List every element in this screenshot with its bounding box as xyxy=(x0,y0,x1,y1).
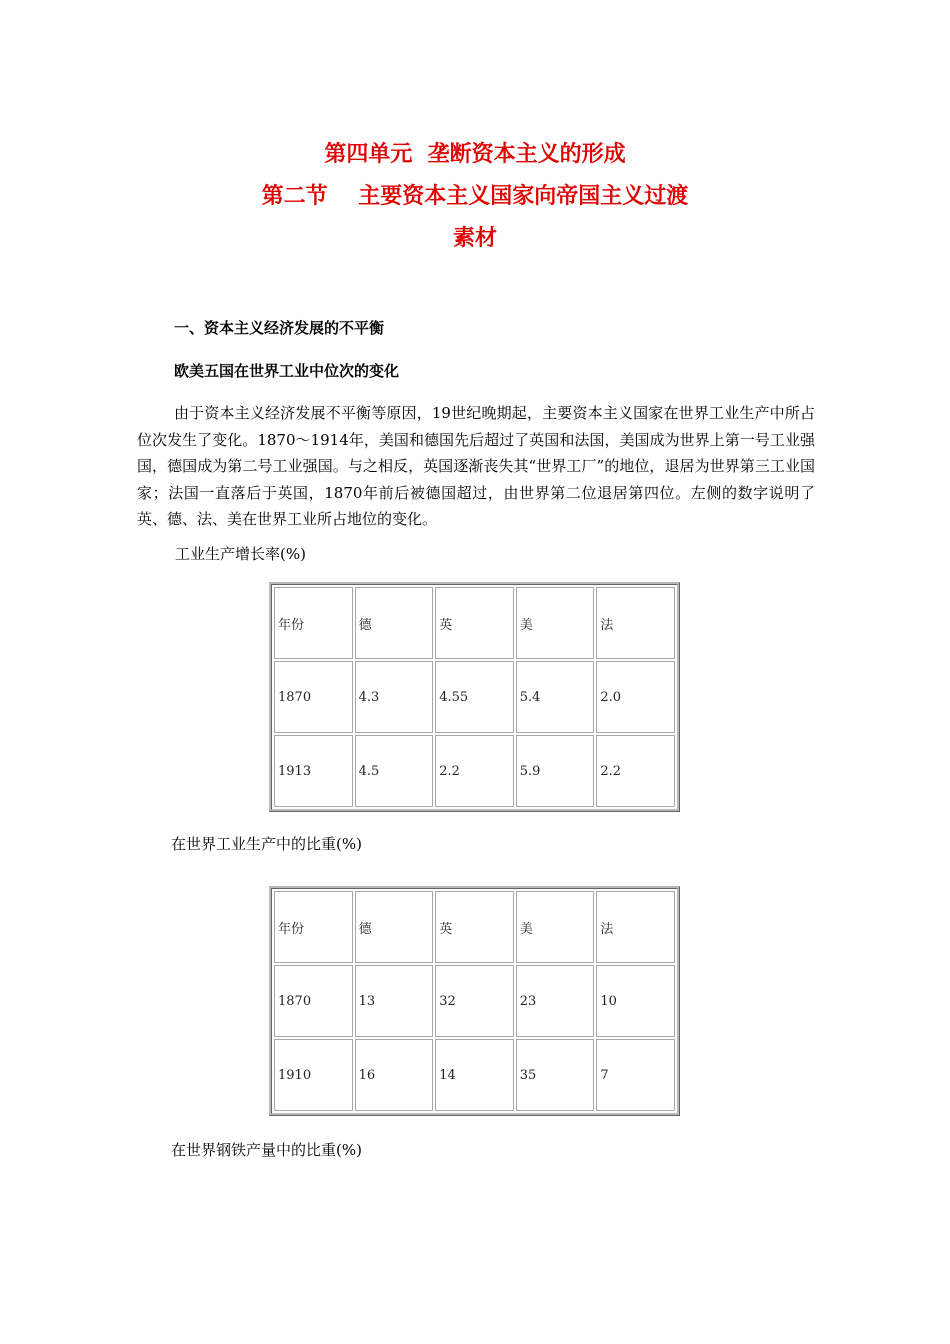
table-header-row xyxy=(274,891,675,963)
growth-rate-table xyxy=(269,582,680,812)
table-cell: 5.9 xyxy=(516,735,595,807)
body-paragraph: 由于资本主义经济发展不平衡等原因，19世纪晚期起，主要资本主义国家在世界工业生产中所占位次发生了变化。1870～1914年，美国和德国先后超过了英国和法国，美国成为世界上第一号工业强国，德国成为第二号工业强国。与之相反，英国逐渐丧失其“世界工厂”的地位，退居为世界第三工业国家；法国一直落后于英国，1870年前后被德国超过，由世界第二位退居第四位。左侧的数字说明了英、德、法、美在世界工业所占地位的变化。 xyxy=(137,404,815,528)
table-cell: 16 xyxy=(355,1039,434,1111)
table-cell: 4.55 xyxy=(435,661,514,733)
table2-caption: 在世界工业生产中的比重(%) xyxy=(171,835,362,853)
table-cell: 1913 xyxy=(274,735,353,807)
table-cell: 2.2 xyxy=(435,735,514,807)
table-header-cell: 美 xyxy=(516,891,595,963)
industrial-share-table xyxy=(269,886,680,1116)
table-header-cell: 年份 xyxy=(274,587,353,659)
table-cell: 23 xyxy=(516,965,595,1037)
table-cell: 7 xyxy=(596,1039,675,1111)
table-row xyxy=(274,1039,675,1111)
table3-caption: 在世界钢铁产量中的比重(%) xyxy=(171,1141,362,1159)
table-cell: 10 xyxy=(596,965,675,1037)
table-header-row xyxy=(274,587,675,659)
table-header-cell: 英 xyxy=(435,891,514,963)
table-cell: 32 xyxy=(435,965,514,1037)
table-cell: 1870 xyxy=(274,965,353,1037)
table-cell: 14 xyxy=(435,1039,514,1111)
table-row xyxy=(274,735,675,807)
table-row xyxy=(274,661,675,733)
table-row xyxy=(274,965,675,1037)
subsection-heading: 欧美五国在世界工业中位次的变化 xyxy=(174,362,400,380)
document-title-unit: 第四单元 垄断资本主义的形成 xyxy=(324,142,626,167)
table-cell: 2.2 xyxy=(596,735,675,807)
section-heading: 一、资本主义经济发展的不平衡 xyxy=(174,319,385,337)
table-cell: 13 xyxy=(355,965,434,1037)
table-header-cell: 英 xyxy=(435,587,514,659)
table-cell: 4.3 xyxy=(355,661,434,733)
table-cell: 1910 xyxy=(274,1039,353,1111)
document-title-material: 素材 xyxy=(452,226,497,251)
table-cell: 4.5 xyxy=(355,735,434,807)
table-cell: 2.0 xyxy=(596,661,675,733)
table-header-cell: 年份 xyxy=(274,891,353,963)
document-title-section: 第二节 主要资本主义国家向帝国主义过渡 xyxy=(261,184,689,209)
table-cell: 5.4 xyxy=(516,661,595,733)
table-header-cell: 德 xyxy=(355,891,434,963)
table-header-cell: 法 xyxy=(596,891,675,963)
table-header-cell: 德 xyxy=(355,587,434,659)
table-cell: 35 xyxy=(516,1039,595,1111)
table1-caption: 工业生产增长率(%) xyxy=(175,545,306,563)
table-cell: 1870 xyxy=(274,661,353,733)
table-header-cell: 美 xyxy=(516,587,595,659)
table-header-cell: 法 xyxy=(596,587,675,659)
